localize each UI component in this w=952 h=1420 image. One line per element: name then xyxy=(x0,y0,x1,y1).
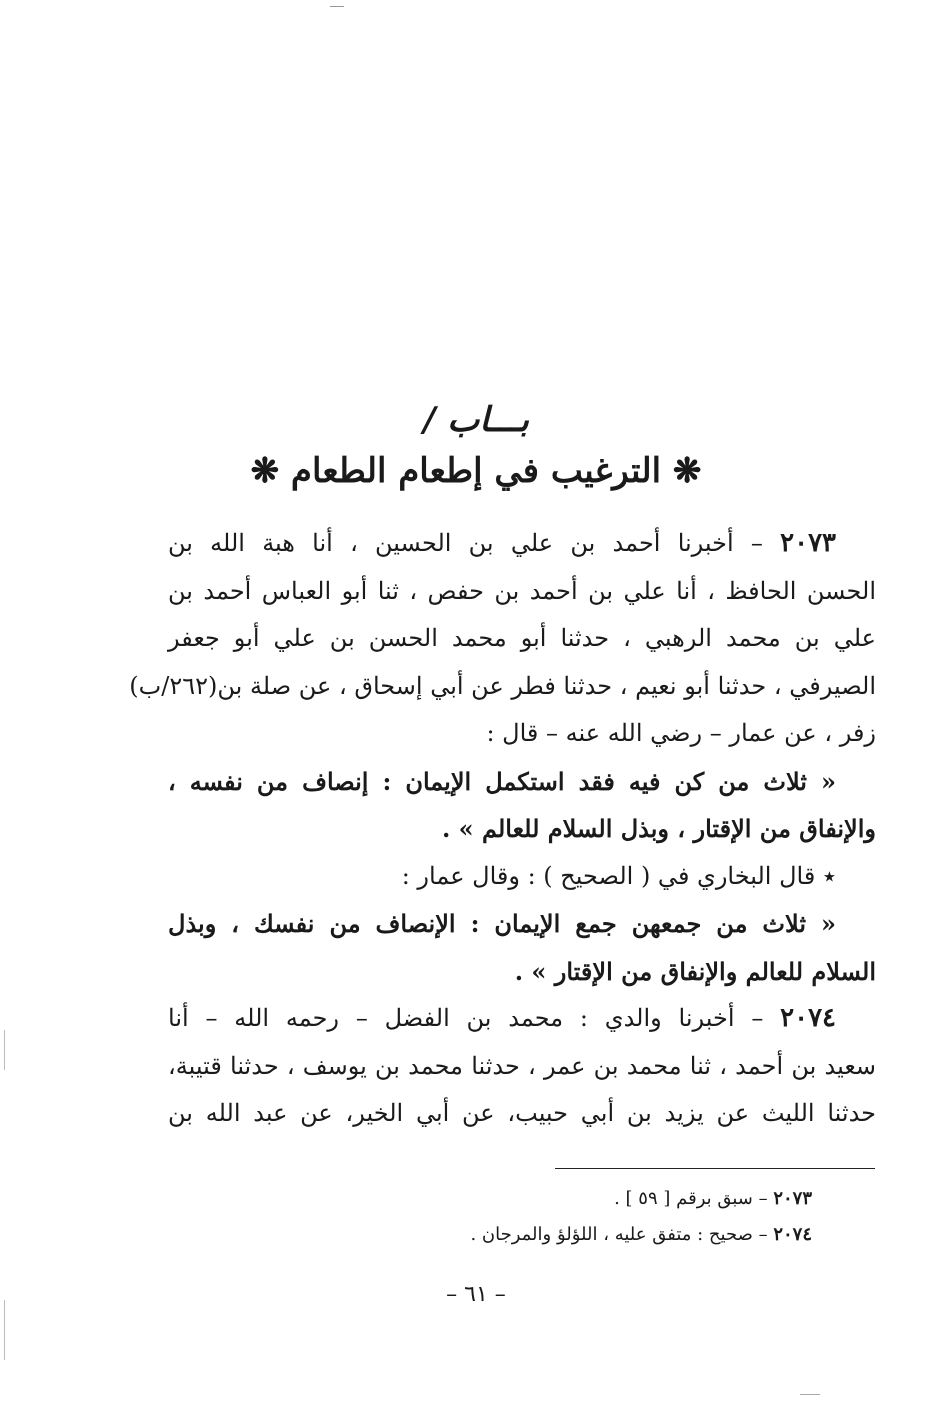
hadith-2073-line-5: زفر ، عن عمار – رضي الله عنه – قال : xyxy=(486,719,876,747)
main-text xyxy=(129,520,876,1138)
hadith-2074-line-1: ٢٠٧٤ – أخبرنا والدي : محمد بن الفضل – رحمه الله – أنا xyxy=(168,1003,836,1033)
quote2-line-1: « ثلاث من جمعهن جمع الإيمان : الإنصاف من نفسك ، وبذل xyxy=(168,909,836,938)
footnote-separator xyxy=(555,1168,875,1169)
hadith-2073-line-3: علي بن محمد الرهبي ، حدثنا أبو محمد الحسن بن علي أبو جعفر xyxy=(168,624,876,652)
footnote-2074: ٢٠٧٤ – صحيح : متفق عليه ، اللؤلؤ والمرجان . xyxy=(470,1224,812,1245)
chapter-title: ❋ الترغيب في إطعام الطعام ❋ xyxy=(250,451,702,491)
hadith-2073-line-2: الحسن الحافظ ، أنا علي بن أحمد بن حفص ، ثنا أبو العباس أحمد بن xyxy=(168,576,876,605)
page-number: – ٦١ – xyxy=(446,1282,506,1307)
quote2-line-2: السلام للعالم والإنفاق من الإقتار » . xyxy=(514,956,876,986)
hadith-number: ٢٠٧٣ xyxy=(780,528,836,558)
footnotes xyxy=(300,1181,812,1253)
chapter-label: بـــاب / xyxy=(423,400,529,440)
scan-margin-mark xyxy=(4,1030,5,1070)
hadith-2073-line-1: ٢٠٧٣ – أخبرنا أحمد بن علي بن الحسين ، أنا هبة الله بن xyxy=(168,528,836,558)
quote-line-2: والإنفاق من الإقتار ، وبذل السلام للعالم » . xyxy=(441,814,876,843)
bukhari-note: ٭ قال البخاري في ( الصحيح ) : وقال عمار : xyxy=(401,861,836,890)
hadith-2073-line-4: الصيرفي ، حدثنا أبو نعيم ، حدثنا فطر عن أبي إسحاق ، عن صلة بن(٢٦٢/ب) xyxy=(129,671,876,700)
hadith-2074-line-2: سعيد بن أحمد ، ثنا محمد بن عمر ، حدثنا محمد بن يوسف ، حدثنا قتيبة، xyxy=(168,1051,876,1080)
footnote-2073: ٢٠٧٣ – سبق برقم [ ٥٩ ] . xyxy=(614,1188,812,1209)
hadith-2074-line-3: حدثنا الليث عن يزيد بن أبي حبيب، عن أبي الخير، عن عبد الله بن xyxy=(168,1099,876,1127)
scan-mark xyxy=(800,1394,820,1395)
scan-mark xyxy=(330,6,344,7)
hadith-number: ٢٠٧٤ xyxy=(780,1003,836,1033)
quote-line-1: « ثلاث من كن فيه فقد استكمل الإيمان : إنصاف من نفسه ، xyxy=(168,766,836,796)
